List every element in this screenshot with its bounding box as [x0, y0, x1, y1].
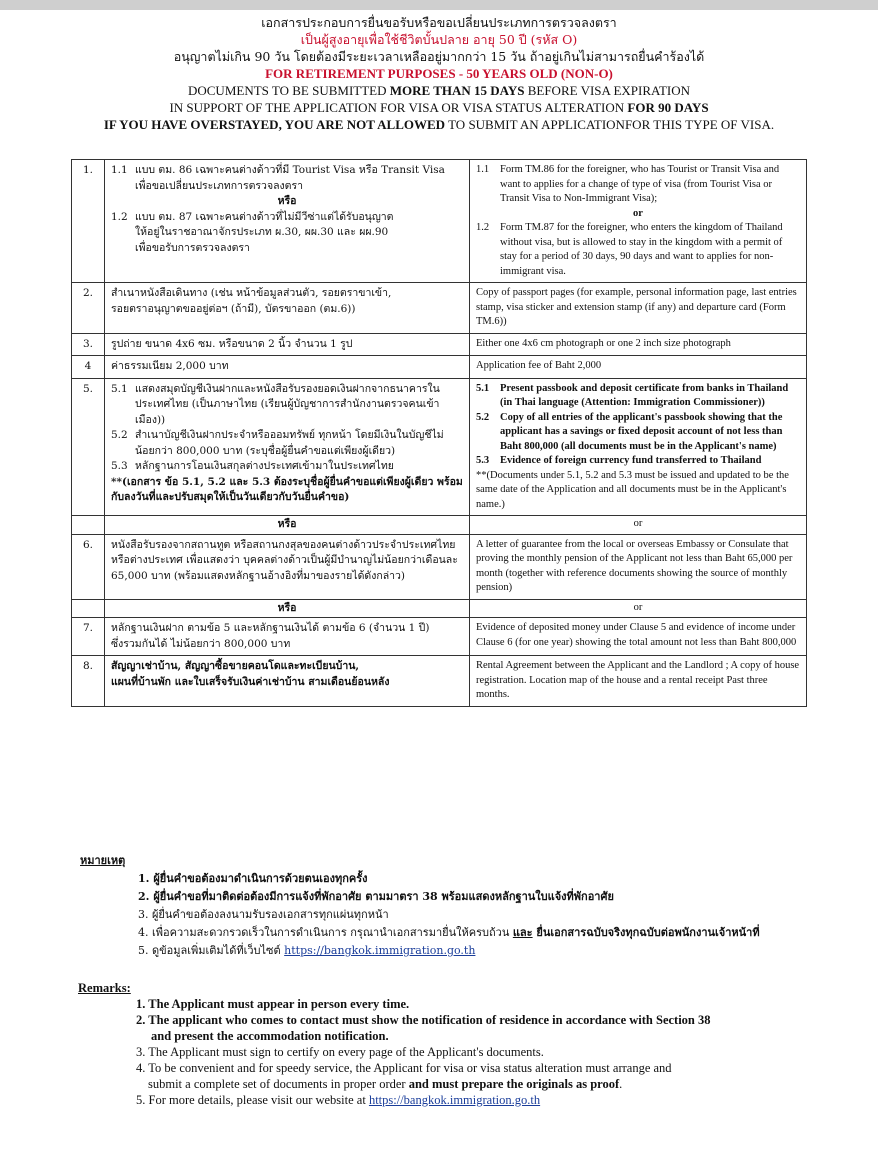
item-key: 5.2 [476, 411, 490, 423]
row-th-cell: ค่าธรรมเนียม 2,000 บาท [105, 356, 470, 379]
row-number [72, 516, 105, 535]
top-bar [0, 0, 878, 10]
row-number [72, 599, 105, 618]
item-text: Form TM.87 for the foreigner, who enters the kingdom of Thailand without visa, but is allowed to stay in the kingdom with a permit of stay for a period of 30 days, 90 days and want to applies for non-immigrant visa. [500, 222, 783, 277]
or-label: หรือ [105, 599, 470, 618]
document-header [0, 14, 878, 133]
remark-item: 4. To be convenient and for speedy service, the Applicant for visa or visa status alteration must arrange and [136, 1061, 672, 1075]
remark-item: 2. The applicant who comes to contact must show the notification of residence in accordance with Section 38 [136, 1013, 711, 1027]
item-text: Evidence of foreign currency fund transferred to Thailand [500, 455, 762, 466]
row-en-cell: Application fee of Baht 2,000 [470, 356, 807, 379]
note-emphasis: และ [512, 926, 533, 939]
table-row [72, 160, 807, 283]
item-text-line: สัญญาเช่าบ้าน, สัญญาซื้อขายคอนโดและทะเบียนบ้าน, [111, 660, 360, 672]
row-en-cell: A letter of guarantee from the local or overseas Embassy or Consulate that proving the monthly pension of the Applicant not less than Baht 65,000 per month (together with reference documents showing the source of monthly pension) [470, 534, 807, 599]
item-text-line: แบบ ตม. 87 เฉพาะคนต่างด้าวที่ไม่มีวีซ่าแต่ได้รับอนุญาต [135, 210, 394, 223]
en-line-1b: MORE THAN 15 DAYS [389, 83, 525, 98]
or-row [72, 599, 807, 618]
row-en-cell: Evidence of deposited money under Clause 5 and evidence of income under Clause 6 (for one year) showing the total amount not less than Baht 800,000 [470, 618, 807, 656]
remark-item-cont: and present the accommodation notification. [151, 1029, 389, 1043]
item-text: Present passbook and deposit certificate from banks in Thailand (in Thai language (Attention: Immigration Commissioner)) [500, 382, 789, 408]
item-text-line: ให้อยู่ในราชอาณาจักรประเภท ผ.30, ผผ.30 และ ผผ.90 [135, 226, 389, 238]
en-line-2b: FOR 90 DAYS [627, 100, 709, 115]
table-row [72, 618, 807, 656]
item-text-line: แบบ ตม. 86 เฉพาะคนต่างด้าวที่มี Tourist Visa หรือ Transit Visa [135, 164, 445, 176]
item-text [135, 210, 463, 257]
row-th-cell [105, 378, 470, 516]
item-text-line: หลักฐานเงินฝาก ตามข้อ 5 และหลักฐานเงินได้ ตามข้อ 6 (จำนวน 1 ปี) [111, 622, 430, 634]
item-key: 1.1 [476, 164, 490, 175]
row-th-cell [105, 283, 470, 334]
or-label: or [470, 516, 807, 535]
item-key: 5.1 [111, 382, 128, 395]
item-text [135, 163, 463, 194]
row-th-cell [105, 656, 470, 707]
item-text: Form TM.86 for the foreigner, who has Tourist or Transit Visa and want to applies for a change of type of visa (from Tourist Visa or Transit Visa to Non-Immigrant Visa); [500, 164, 780, 204]
table-row [72, 283, 807, 334]
item-text: หลักฐานการโอนเงินสกุลต่างประเทศเข้ามาในประเทศไทย [135, 460, 394, 472]
note-item: 2. ผู้ยื่นคำขอที่มาติดต่อต้องมีการแจ้งที่พักอาศัย ตามมาตรา 38 พร้อมแสดงหลักฐานใบแจ้งที่พักอาศัย [138, 890, 614, 903]
or-label: หรือ [277, 195, 297, 207]
table-row [72, 534, 807, 599]
or-row [72, 516, 807, 535]
row-th-cell: รูปถ่าย ขนาด 4x6 ซม. หรือขนาด 2 นิ้ว จำนวน 1 รูป [105, 333, 470, 356]
en-line-1 [0, 82, 878, 99]
remark-emphasis: and must prepare the originals as proof [408, 1077, 620, 1091]
en-purpose: FOR RETIREMENT PURPOSES - 50 YEARS OLD (NON-O) [265, 66, 613, 81]
table-row [72, 656, 807, 707]
website-link[interactable]: https://bangkok.immigration.go.th [284, 944, 476, 957]
note-text: 5. ดูข้อมูลเพิ่มเติมได้ที่เว็บไซต์ [138, 944, 285, 957]
thai-notes [80, 852, 840, 960]
row-en-cell: Rental Agreement between the Applicant and the Landlord ; A copy of house registration. Location map of the house and a rental receipt Past three months. [470, 656, 807, 707]
item-key: 5.2 [111, 429, 128, 441]
item-text-line: สำเนาหนังสือเดินทาง (เช่น หน้าข้อมูลส่วนตัว, รอยตราขาเข้า, [111, 287, 392, 299]
item-note: **(Documents under 5.1, 5.2 and 5.3 must be issued and updated to be the same date of the Application and all documents must be in the Applicant's name.) [476, 469, 789, 510]
row-number: 6. [72, 534, 105, 599]
table-row [72, 378, 807, 516]
row-number: 7. [72, 618, 105, 656]
row-en-cell: Copy of passport pages (for example, personal information page, last entries stamp, visa sticker and extension stamp (if any) and departure card (Form TM.6)) [470, 283, 807, 334]
th-condition: อนุญาตไม่เกิน 90 วัน โดยต้องมีระยะเวลาเหลืออยู่มากกว่า 15 วัน ถ้าอยู่เกินไม่สามารถยื่นคำร้องได้ [173, 49, 705, 64]
item-key: 1.2 [111, 210, 128, 223]
remarks-title: Remarks: [78, 981, 131, 995]
item-key: 5.1 [476, 382, 490, 394]
item-text-line: เพื่อขอรับการตรวจลงตรา [135, 241, 250, 254]
en-line-3 [0, 116, 878, 133]
row-number: 4 [72, 356, 105, 379]
or-label: หรือ [105, 516, 470, 535]
note-item [138, 924, 840, 942]
row-th-cell: หนังสือรับรองจากสถานทูต หรือสถานกงสุลของคนต่างด้าวประจำประเทศไทยหรือต่างประเทศ เพื่อแสดงว่า บุคคลต่างด้าวเป็นผู้มีบำนาญไม่น้อยกว่าเดือนละ 65,000 บาท (พร้อมแสดงหลักฐานอ้างอิงที่มาของรายได้ดังกล่าว) [105, 534, 470, 599]
item-key: 5.3 [476, 455, 490, 466]
note-item: 3. ผู้ยื่นคำขอต้องลงนามรับรองเอกสารทุกแผ่นทุกหน้า [138, 908, 389, 921]
item-key: 1.1 [111, 164, 128, 176]
remark-item: 1. The Applicant must appear in person every time. [136, 997, 410, 1011]
table-row [72, 356, 807, 379]
remark-text: 5. For more details, please visit our website at [136, 1093, 369, 1107]
remark-text: . [619, 1077, 623, 1091]
item-text: สำเนาบัญชีเงินฝากประจำหรือออมทรัพย์ ทุกหน้า โดยมีเงินในบัญชีไม่น้อยกว่า 800,000 บาท (ระบุชื่อผู้ยื่นคำขอแต่เพียงผู้เดียว) [135, 429, 444, 457]
row-en-cell [470, 378, 807, 516]
row-number: 1. [72, 160, 105, 283]
item-note: **(เอกสาร ข้อ 5.1, 5.2 และ 5.3 ต้องระบุชื่อผู้ยื่นคำขอแต่เพียงผู้เดียว พร้อมกับลงวันที่และปรับสมุดให้เป็นวันเดียวกับวันยื่นคำขอ) [111, 475, 463, 503]
en-line-2 [0, 99, 878, 116]
item-key: 5.3 [111, 460, 128, 472]
note-item [138, 942, 840, 960]
item-text: Copy of all entries of the applicant's passbook showing that the applicant has a savings or fixed deposit account of not less than Baht 800,000 (all documents must be in the Applicant's name) [500, 411, 783, 452]
item-text-line: เพื่อขอเปลี่ยนประเภทการตรวจลงตรา [135, 179, 304, 192]
or-label: or [470, 599, 807, 618]
documents-table [71, 159, 807, 707]
item-key: 1.2 [476, 222, 490, 233]
row-th-cell [105, 160, 470, 283]
item-text: แสดงสมุดบัญชีเงินฝากและหนังสือรับรองยอดเงินฝากจากธนาคารในประเทศไทย (เป็นภาษาไทย (เรียนผู้บัญชาการสำนักงานตรวจคนเข้าเมือง)) [135, 382, 440, 426]
row-th-cell [105, 618, 470, 656]
item-text-line: แผนที่บ้านพัก และใบเสร็จรับเงินค่าเช่าบ้าน สามเดือนย้อนหลัง [111, 675, 390, 688]
row-number: 8. [72, 656, 105, 707]
item-text-line: รอยตราอนุญาตขออยู่ต่อฯ (ถ้ามี), บัตรขาออก (ตม.6)) [111, 302, 356, 315]
remark-item [136, 1092, 858, 1108]
en-line-1a: DOCUMENTS TO BE SUBMITTED [187, 83, 390, 98]
en-line-2a: IN SUPPORT OF THE APPLICATION FOR VISA OR VISA STATUS ALTERATION [169, 100, 628, 115]
english-remarks [78, 980, 858, 1108]
remark-item: 3. The Applicant must sign to certify on every page of the Applicant's documents. [136, 1045, 544, 1059]
row-number: 2. [72, 283, 105, 334]
note-text: 4. เพื่อความสะดวกรวดเร็วในการดำเนินการ กรุณานำเอกสารมายื่นให้ครบถ้วน [138, 926, 513, 939]
en-line-3a: IF YOU HAVE OVERSTAYED, YOU ARE NOT ALLOWED [103, 117, 446, 132]
en-line-1c: BEFORE VISA EXPIRATION [524, 83, 690, 98]
notes-title: หมายเหตุ [80, 854, 126, 867]
table-row [72, 333, 807, 356]
th-subtitle: เป็นผู้สูงอายุเพื่อใช้ชีวิตบั้นปลาย อายุ 50 ปี (รหัส O) [300, 32, 578, 47]
note-text: ยื่นเอกสารฉบับจริงทุกฉบับต่อพนักงานเจ้าหน้าที่ [532, 926, 760, 939]
remark-item-cont [148, 1076, 858, 1092]
th-title: เอกสารประกอบการยื่นขอรับหรือขอเปลี่ยนประเภทการตรวจลงตรา [261, 15, 617, 30]
item-text-line: ซึ่งรวมกันได้ ไม่น้อยกว่า 800,000 บาท [111, 637, 291, 650]
note-item: 1. ผู้ยื่นคำขอต้องมาดำเนินการด้วยตนเองทุกครั้ง [138, 872, 368, 885]
or-label: or [633, 207, 643, 219]
row-number: 5. [72, 378, 105, 516]
remark-text: submit a complete set of documents in proper order [148, 1077, 409, 1091]
row-en-cell: Either one 4x6 cm photograph or one 2 inch size photograph [470, 333, 807, 356]
website-link[interactable]: https://bangkok.immigration.go.th [368, 1093, 541, 1107]
en-line-3b: TO SUBMIT AN APPLICATIONFOR THIS TYPE OF VISA. [445, 117, 775, 132]
row-number: 3. [72, 333, 105, 356]
row-en-cell [470, 160, 807, 283]
